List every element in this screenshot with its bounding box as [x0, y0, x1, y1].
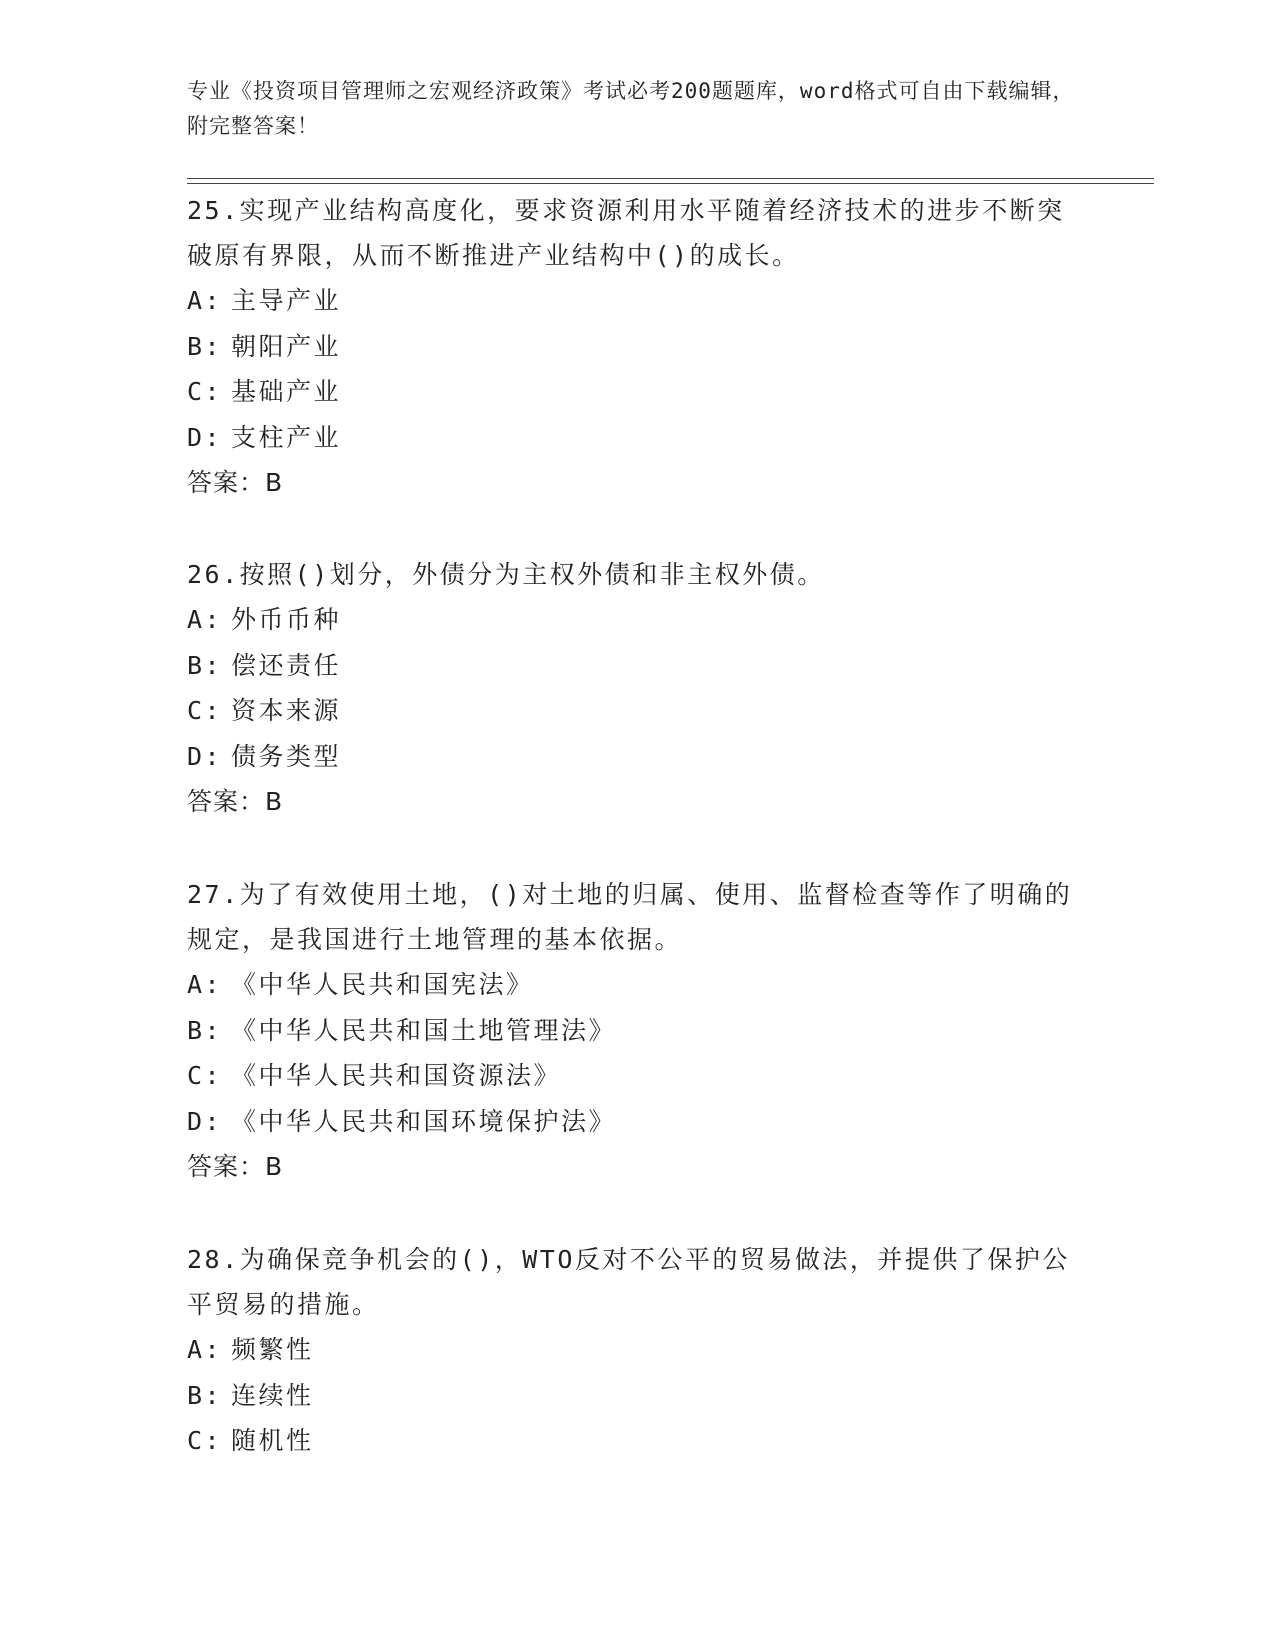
option-text: 《中华人民共和国资源法》	[231, 1061, 562, 1090]
question-25	[187, 188, 1087, 505]
question-stem: 28.为确保竞争机会的()，WTO反对不公平的贸易做法，并提供了保护公平贸易的措施。	[187, 1245, 1070, 1319]
option-c	[187, 688, 1087, 734]
option-letter: B:	[187, 1380, 223, 1410]
option-b	[187, 643, 1087, 689]
answer-line: 答案：B	[187, 468, 284, 497]
option-text: 《中华人民共和国环境保护法》	[231, 1106, 617, 1136]
option-c	[187, 1053, 1087, 1099]
option-letter: A:	[187, 605, 223, 634]
answer-line: 答案：B	[187, 1152, 284, 1181]
question-28	[187, 1237, 1087, 1464]
option-c	[187, 1418, 1087, 1464]
option-c	[187, 369, 1087, 415]
option-letter: B:	[187, 650, 223, 680]
option-letter: C:	[187, 696, 223, 725]
option-a	[187, 1327, 1087, 1373]
option-text: 连续性	[231, 1380, 314, 1410]
option-letter: C:	[187, 377, 223, 406]
option-a	[187, 962, 1087, 1008]
option-text: 基础产业	[231, 377, 342, 406]
header-divider-top	[187, 178, 1154, 179]
option-letter: A:	[187, 286, 223, 315]
option-letter: B:	[187, 331, 223, 361]
option-letter: C:	[187, 1061, 223, 1090]
option-letter: A:	[187, 1335, 223, 1364]
answer-line: 答案：B	[187, 787, 284, 816]
question-stem: 26.按照()划分，外债分为主权外债和非主权外债。	[187, 560, 825, 589]
option-d	[187, 1099, 1087, 1145]
question-27	[187, 872, 1087, 1189]
option-d	[187, 415, 1087, 461]
option-b	[187, 1373, 1087, 1419]
option-letter: A:	[187, 970, 223, 999]
option-text: 资本来源	[231, 696, 342, 725]
option-letter: D:	[187, 1106, 223, 1136]
question-stem: 25.实现产业结构高度化，要求资源利用水平随着经济技术的进步不断突破原有界限，从而不断推进产业结构中()的成长。	[187, 196, 1065, 270]
question-stem: 27.为了有效使用土地，()对土地的归属、使用、监督检查等作了明确的规定，是我国进行土地管理的基本依据。	[187, 880, 1073, 954]
option-text: 偿还责任	[231, 650, 342, 680]
option-a	[187, 278, 1087, 324]
option-b	[187, 324, 1087, 370]
option-text: 频繁性	[231, 1335, 314, 1364]
option-text: 主导产业	[231, 286, 342, 315]
option-letter: C:	[187, 1426, 223, 1455]
option-text: 《中华人民共和国宪法》	[231, 970, 534, 999]
option-text: 随机性	[231, 1426, 314, 1455]
option-b	[187, 1008, 1087, 1054]
option-d	[187, 734, 1087, 780]
option-letter: D:	[187, 741, 223, 771]
header-note: 专业《投资项目管理师之宏观经济政策》考试必考200题题库，word格式可自由下载编辑，附完整答案！	[187, 79, 1075, 138]
option-letter: D:	[187, 422, 223, 452]
option-text: 支柱产业	[231, 422, 342, 452]
option-letter: B:	[187, 1015, 223, 1045]
option-text: 《中华人民共和国土地管理法》	[231, 1015, 617, 1045]
option-text: 债务类型	[231, 741, 342, 771]
option-text: 朝阳产业	[231, 331, 342, 361]
question-26	[187, 552, 1087, 824]
option-text: 外币币种	[231, 605, 342, 634]
header-divider-bottom	[187, 183, 1154, 184]
option-a	[187, 597, 1087, 643]
